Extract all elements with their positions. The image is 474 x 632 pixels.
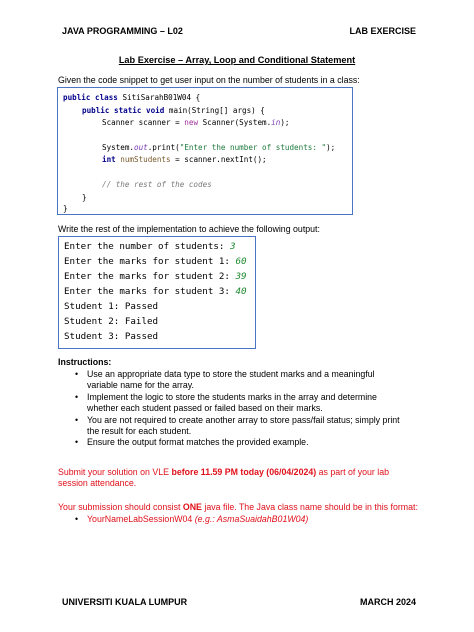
sample-output-box: [58, 236, 256, 349]
footer-university: UNIVERSITI KUALA LUMPUR: [62, 597, 188, 607]
code-line-3: Scanner scanner = new Scanner(System.in);: [102, 118, 290, 127]
instruction-item: • Ensure the output format matches the provided example.: [75, 437, 309, 448]
code-line-6: // the rest of the codes: [102, 180, 212, 189]
code-line-4: System.out.print("Enter the number of students: ");: [102, 143, 336, 152]
intro-text: Given the code snippet to get user input on the number of students in a class:: [58, 75, 360, 85]
output-line-3: Enter the marks for student 2: 39: [64, 271, 247, 282]
instruction-item: • You are not required to create another array to store pass/fail status; simply print the result for each student.: [75, 414, 400, 437]
instructions-list: [75, 369, 407, 449]
submission-format-example: • YourNameLabSessionW04 (e.g.: AsmaSuaidahB01W04): [75, 514, 309, 524]
bullet-icon: •: [75, 437, 79, 448]
bullet-icon: •: [75, 391, 79, 402]
submission-deadline: Submit your solution on VLE before 11.59 PM today (06/04/2024) as part of your lab session attendance.: [58, 467, 390, 489]
code-line-8: }: [63, 204, 68, 213]
code-line-1: public class SitiSarahB01W04 {: [63, 93, 201, 102]
write-rest-text: Write the rest of the implementation to achieve the following output:: [58, 224, 320, 234]
output-line-7: Student 3: Passed: [64, 331, 159, 342]
instruction-item: • Use an appropriate data type to store the student marks and a meaningful variable name for the array.: [75, 369, 375, 391]
output-line-2: Enter the marks for student 1: 60: [64, 256, 247, 267]
submission-format-note: Your submission should consist ONE java file. The Java class name should be in this format:: [58, 502, 418, 512]
footer-date: MARCH 2024: [359, 597, 416, 607]
bullet-icon: •: [75, 414, 79, 425]
code-snippet-box: [57, 87, 353, 215]
header-course-title: JAVA PROGRAMMING – L02: [62, 26, 183, 36]
instructions-heading: Instructions:: [58, 357, 112, 367]
page-title: Lab Exercise – Array, Loop and Conditional Statement: [118, 55, 356, 65]
bullet-icon: •: [75, 369, 79, 379]
output-line-1: Enter the number of students: 3: [64, 241, 236, 252]
code-line-7: }: [82, 193, 87, 202]
bullet-icon: •: [75, 514, 79, 524]
output-line-5: Student 1: Passed: [64, 301, 159, 312]
header-doc-type: LAB EXERCISE: [349, 26, 416, 36]
output-line-6: Student 2: Failed: [64, 316, 159, 327]
code-line-5: int numStudents = scanner.nextInt();: [102, 155, 267, 164]
output-line-4: Enter the marks for student 3: 40: [64, 286, 247, 297]
code-line-2: public static void main(String[] args) {: [82, 106, 265, 115]
instruction-item: • Implement the logic to store the students marks in the array and determine whether each student passed or failed based on their marks.: [75, 391, 377, 414]
